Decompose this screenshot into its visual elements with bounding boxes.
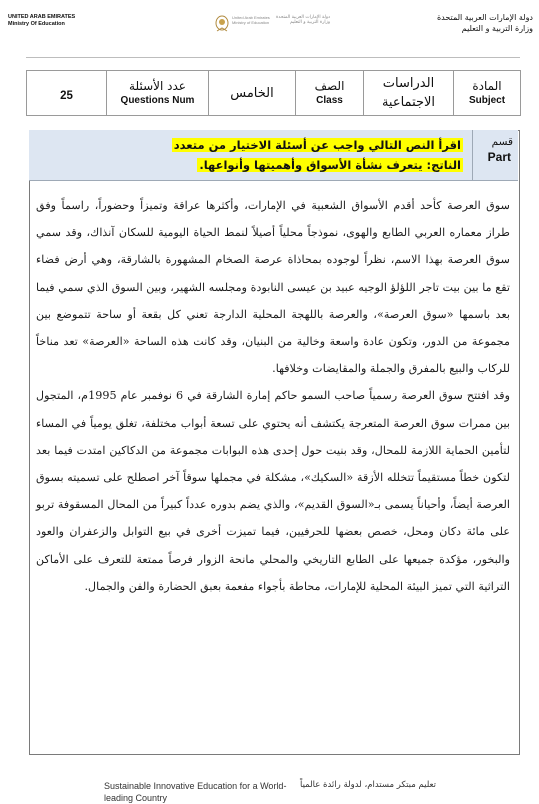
part-label-en: Part: [487, 150, 511, 164]
subject-label: المادة Subject: [454, 71, 521, 116]
footer-slogan-ar: تعليم مبتكر مستدام، لدولة رائدة عالمياً: [300, 780, 436, 790]
instruction-text: اقرأ النص التالي واجب عن أسئلة الاختيار من متعدد: [173, 138, 461, 152]
class-value: الخامس: [209, 71, 296, 116]
question-instruction: [133, 134, 463, 174]
header-country-ar: دولة الإمارات العربية المتحدة: [436, 13, 533, 22]
emblem-caption-en: United Arab Emirates Ministry of Education: [232, 15, 270, 25]
passage-paragraph-2: وقد افتتح سوق العرصة رسمياً صاحب السمو حاكم إمارة الشارقة في 6 نوفمبر عام 1995م، المتجول بين ممرات سوق العرصة المتعرجة يكتشف أنه يحتوي على تسعة أبواب مختلفة، تغلق يومياً في المساء لتأمين الحماية اللازمة للمحال، وقد بنيت حول إحدى هذه البوابات مجموعة من الدكاكين امتدت فيما بعد لتكون خطاً مستقيماً تتخلله الأزقة «السكيك»، مشكلة في مجملها سوقاً آخر اصطلح على تسميته بسوق العرصة أيضاً، وأحياناً يسمى بـ«السوق القديم»، والذي يضم بدوره عدداً كبيراً من المحال المسقوفة تربو على مائة دكان ومحل، خصص بعضها للحرفيين، فيما تميزت أخرى في بيع التوابل والزعفران والعود والبخور، مؤكدة جميعها على الطابع التاريخي والمحلي مانحة الزوار فرصاً ممتعة للتعرف على الأماكن التراثية التي تميز البيئة المحلية للإمارات، محاطة بأجواء مفعمة بعبق الحضارة والفن والجمال.: [36, 389, 510, 593]
header-divider: [26, 57, 520, 58]
questions-count-value: 25: [27, 71, 107, 116]
part-cell: [472, 130, 519, 180]
header-country-en: UNITED ARAB EMIRATES: [8, 14, 76, 20]
learning-outcome-text: الناتج: يتعرف نشأة الأسواق وأهميتها وأنواعها.: [199, 158, 461, 172]
class-label: الصف Class: [296, 71, 364, 116]
emblem-caption-ar: دولة الإمارات العربية المتحدة وزارة التربية و التعليم: [276, 15, 331, 25]
ministry-name-en: [8, 14, 75, 28]
ministry-name-ar: [437, 12, 533, 34]
uae-emblem-icon: [214, 14, 230, 34]
subject-value: الدراسات الاجتماعية: [364, 71, 454, 116]
part-label-ar: قسم: [491, 136, 513, 148]
footer-slogan-en: Sustainable Innovative Education for a World-leading Country: [104, 781, 287, 803]
passage-paragraph-1: سوق العرصة كأحد أقدم الأسواق الشعبية في الإمارات، وأكثرها عراقة وتميزاً وحضوراً، راسماً وفق طراز معماره العربي الطابع والهوى، نموذجاً محلياً أصيلاً لنمط الحياة اليومية للسكان آنذاك، وقد سمي سوق العرصة بهذا الاسم، نظراً لوجوده بمحاذاة عرصة الصخام المشهورة بالشارقة، وهي أرض فضاء تقع ما بين بيت تاجر اللؤلؤ الوجيه عبيد بن عيسى النابودة ومجلسه الشهير، وبين السوق الذي سمي فيما بعد باسمها «سوق العرصة»، والعرصة باللهجة المحلية الدارجة تعني كل بقعة أو ساحة تتموضع بين مجموعة من الدور، وتكون عادة واسعة وخالية من البنيان، وقد كانت هذه الساحة «العرصة» تعد مناخاً للركاب والبيع بالمفرق والجملة والمقايضات وخلافها.: [36, 199, 510, 376]
reading-passage: [36, 192, 510, 600]
exam-info-table: [26, 70, 521, 116]
header-ministry-ar: وزارة التربية و التعليم: [461, 24, 533, 33]
header-ministry-en: Ministry Of Education: [8, 21, 65, 27]
questions-count-label: عدد الأسئلة Questions Num: [107, 71, 209, 116]
